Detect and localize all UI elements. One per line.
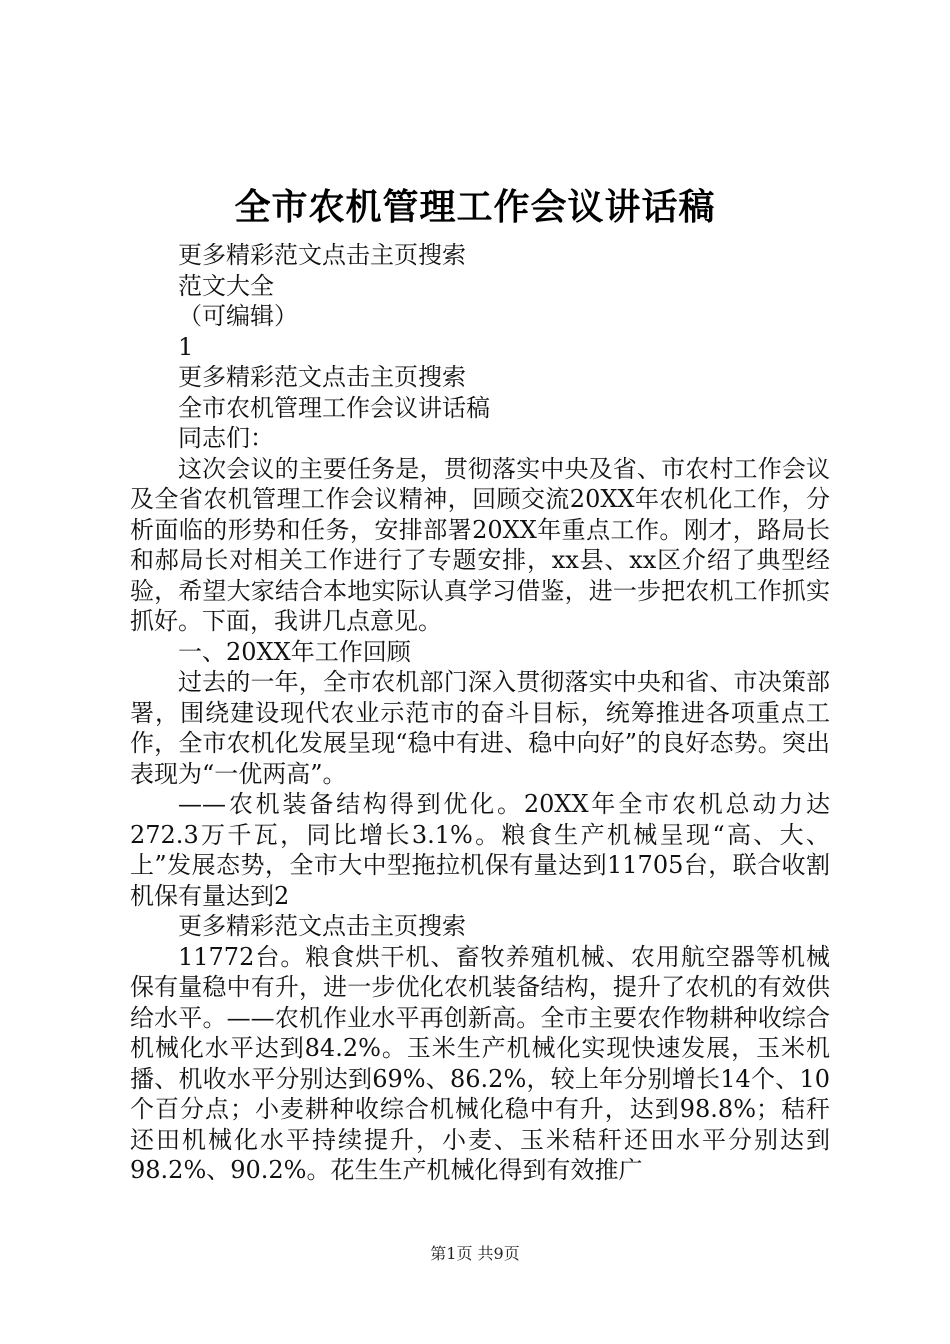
- subtitle: 全市农机管理工作会议讲话稿: [178, 393, 490, 422]
- paragraph-review: 过去的一年，全市农机部门深入贯彻落实中央和省、市决策部署，围绕建设现代农业示范市的奋斗目标，统筹推进各项重点工作，全市农机化发展呈现“稳中有进、稳中向好”的良好态势。突出表现为“一优两高”。: [130, 668, 830, 788]
- promo-line: 更多精彩范文点击主页搜索: [178, 912, 466, 940]
- paragraph-operations: 11772台。粮食烘干机、畜牧养殖机械、农用航空器等机械保有量稳中有升，进一步优化农机装备结构，提升了农机的有效供给水平。——农机作业水平再创新高。全市主要农作物耕种收综合机械化水平达到84.2%。玉米生产机械化实现快速发展，玉米机播、机收水平分别达到69%、86.2%，较上年分别增长14个、10个百分点；小麦耕种收综合机械化稳中有升，达到98.8%；秸秆还田机械化水平持续提升，小麦、玉米秸秆还田水平分别达到98.2%、90.2%。花生生产机械化得到有效推广: [130, 942, 830, 1184]
- page-marker: 1: [178, 332, 194, 361]
- collection-label: 范文大全: [178, 271, 274, 300]
- paragraph-equipment: ——农机装备结构得到优化。20XX年全市农机总动力达272.3万千瓦，同比增长3.1%。粮食生产机械呈现“高、大、上”发展态势，全市大中型拖拉机保有量达到11705台，联合收割机保有量达到2: [130, 790, 830, 910]
- section-heading: 一、20XX年工作回顾: [178, 637, 411, 666]
- salutation: 同志们：: [178, 424, 274, 452]
- paragraph-intro: 这次会议的主要任务是，贯彻落实中央及省、市农村工作会议及全省农机管理工作会议精神，回顾交流20XX年农机化工作，分析面临的形势和任务，安排部署20XX年重点工作。刚才，路局长和郝局长对相关工作进行了专题安排，xx县、xx区介绍了典型经验，希望大家结合本地实际认真学习借鉴，进一步把农机工作抓实抓好。下面，我讲几点意见。: [130, 454, 830, 635]
- document-body: [130, 240, 830, 1186]
- page-footer: 第1页 共9页: [430, 1244, 520, 1263]
- editable-note: （可编辑）: [178, 302, 298, 330]
- document-title: 全市农机管理工作会议讲话稿: [234, 187, 716, 228]
- promo-line: 更多精彩范文点击主页搜索: [178, 363, 466, 391]
- promo-line: 更多精彩范文点击主页搜索: [178, 241, 466, 269]
